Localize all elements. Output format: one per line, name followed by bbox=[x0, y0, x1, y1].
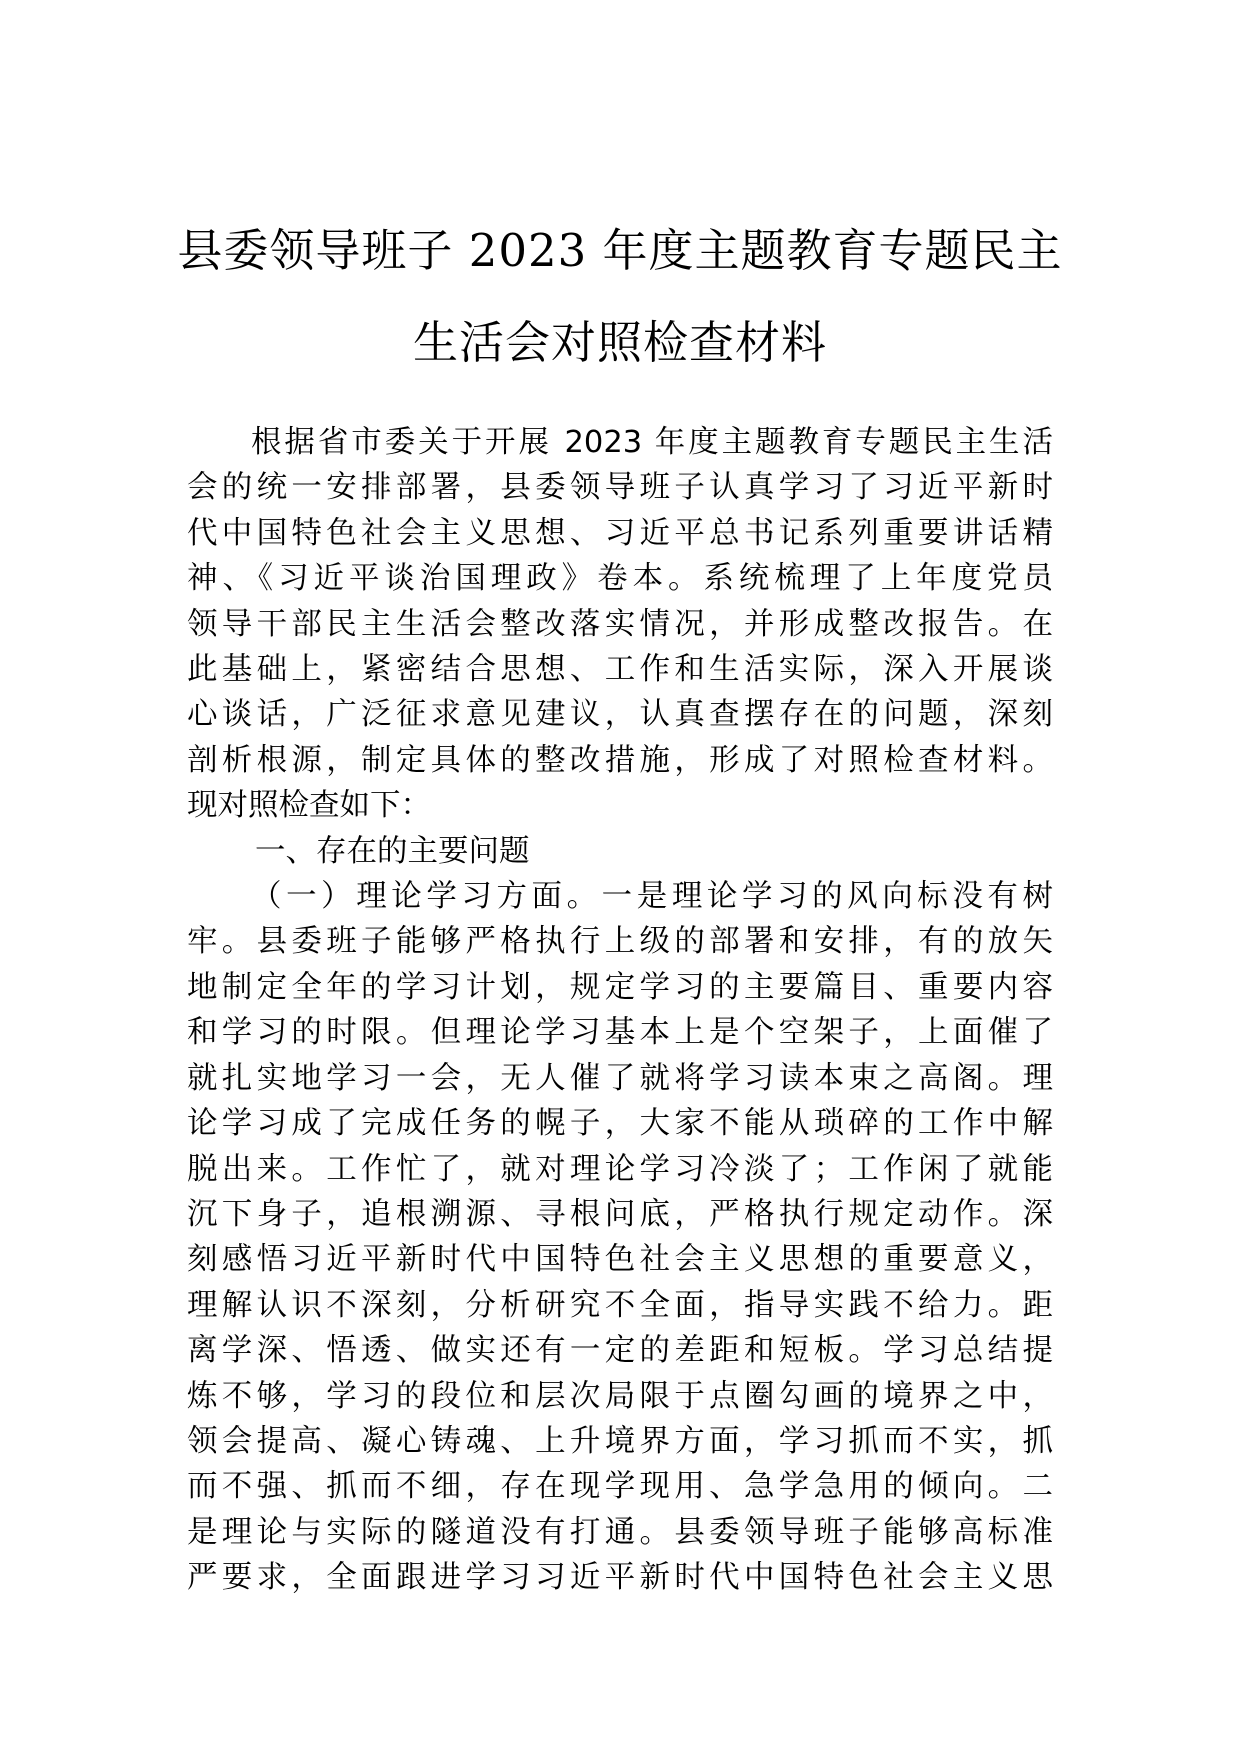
paragraph-line: 是理论与实际的隧道没有打通。县委领导班子能够高标准 bbox=[187, 1514, 1053, 1550]
paragraph-line: 根据省市委关于开展 2023 年度主题教育专题民主生活 bbox=[251, 425, 1053, 460]
paragraph-line: 领导干部民主生活会整改落实情况，并形成整改报告。在 bbox=[187, 606, 1053, 642]
paragraph-line: 此基础上，紧密结合思想、工作和生活实际，深入开展谈 bbox=[187, 652, 1053, 688]
paragraph-line: 就扎实地学习一会，无人催了就将学习读本束之高阁。理 bbox=[187, 1060, 1053, 1096]
title-line: 生活会对照检查材料 bbox=[412, 316, 827, 369]
paragraph-line: 而不强、抓而不细，存在现学现用、急学急用的倾向。二 bbox=[187, 1469, 1053, 1505]
section-heading: 一、存在的主要问题 bbox=[255, 833, 530, 869]
paragraph-line: 领会提高、凝心铸魂、上升境界方面，学习抓而不实，抓 bbox=[187, 1423, 1053, 1459]
paragraph-line: （一）理论学习方面。一是理论学习的风向标没有树 bbox=[251, 879, 1053, 915]
paragraph-line: 炼不够，学习的段位和层次局限于点圈勾画的境界之中， bbox=[187, 1378, 1053, 1414]
paragraph-line: 牢。县委班子能够严格执行上级的部署和安排，有的放矢 bbox=[187, 924, 1053, 960]
paragraph-line: 代中国特色社会主义思想、习近平总书记系列重要讲话精 bbox=[187, 515, 1053, 551]
paragraph-line: 刻感悟习近平新时代中国特色社会主义思想的重要意义， bbox=[187, 1242, 1053, 1278]
document-body bbox=[187, 420, 1053, 1601]
paragraph-line: 理解认识不深刻，分析研究不全面，指导实践不给力。距 bbox=[187, 1287, 1053, 1323]
paragraph-line: 论学习成了完成任务的幌子，大家不能从琐碎的工作中解 bbox=[187, 1106, 1053, 1142]
paragraph-line: 严要求，全面跟进学习习近平新时代中国特色社会主义思 bbox=[187, 1560, 1053, 1596]
paragraph-line: 脱出来。工作忙了，就对理论学习冷淡了；工作闲了就能 bbox=[187, 1151, 1053, 1187]
paragraph-line: 神、《习近平谈治国理政》卷本。系统梳理了上年度党员 bbox=[187, 561, 1053, 597]
paragraph-line: 沉下身子，追根溯源、寻根问底，严格执行规定动作。深 bbox=[187, 1196, 1053, 1232]
paragraph-line: 心谈话，广泛征求意见建议，认真查摆存在的问题，深刻 bbox=[187, 697, 1053, 733]
paragraph-line: 会的统一安排部署，县委领导班子认真学习了习近平新时 bbox=[187, 470, 1053, 506]
title-line: 县委领导班子 2023 年度主题教育专题民主 bbox=[177, 224, 1063, 277]
document-title bbox=[150, 205, 1090, 389]
paragraph-line: 和学习的时限。但理论学习基本上是个空架子，上面催了 bbox=[187, 1015, 1053, 1051]
paragraph-line: 剖析根源，制定具体的整改措施，形成了对照检查材料。 bbox=[187, 742, 1053, 778]
paragraph-line: 地制定全年的学习计划，规定学习的主要篇目、重要内容 bbox=[187, 969, 1053, 1005]
paragraph-line: 离学深、悟透、做实还有一定的差距和短板。学习总结提 bbox=[187, 1333, 1053, 1369]
paragraph-line: 现对照检查如下： bbox=[187, 788, 431, 824]
